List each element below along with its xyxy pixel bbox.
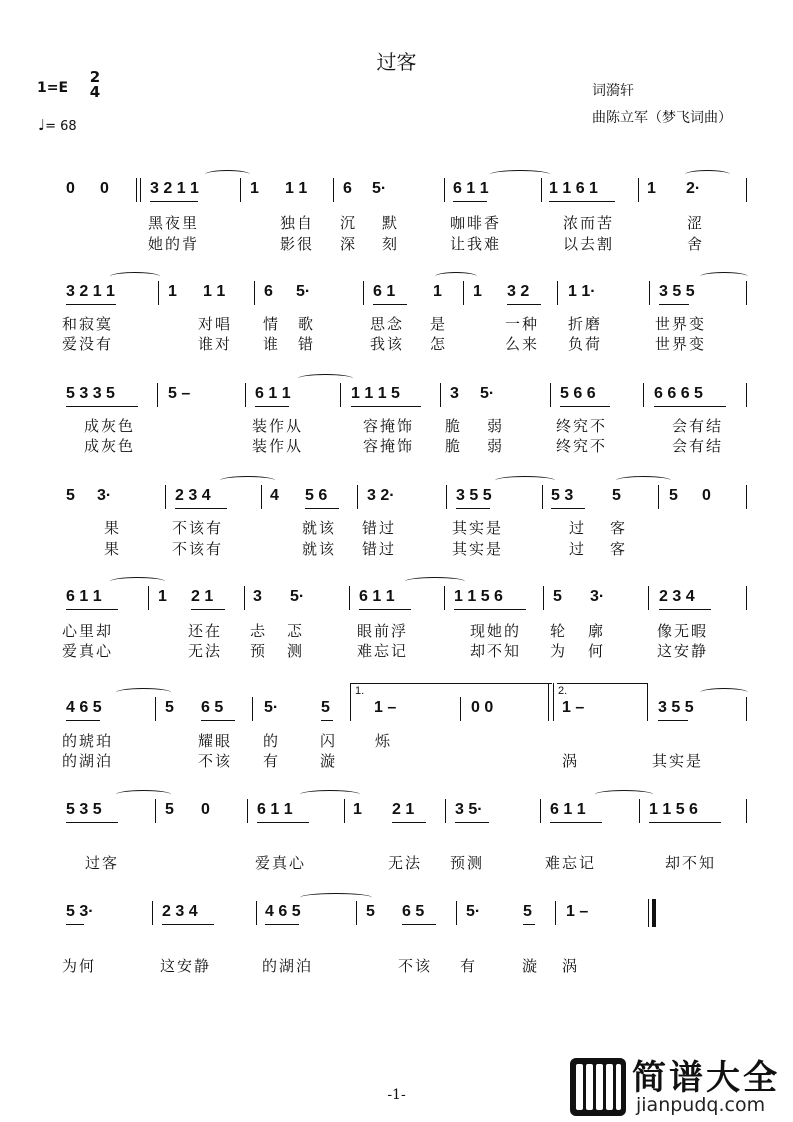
notation-row: 3 2 1 1 1 1 1 6 5· 6 1 1 1 3 2 1 1· 3 5 5 [66, 283, 695, 300]
notation-row: 5 3· 2 3 4 4 5 6 3 2· 3 5 5 5 3 5 5 0 [66, 487, 711, 504]
notation-row: 0 0 3 2 1 1 1 1 1 6 5· 6 1 1 1 1 6 1 1 2· [66, 180, 701, 197]
lyrics-verse-1: 心里却 还在 忐 忑 眼前浮 现她的 轮 廓 像无暇 [62, 622, 709, 640]
page-number: -1- [387, 1087, 406, 1103]
key-signature: 1=E [37, 80, 69, 96]
lyrics-verse-2: 她的背 影很 深 刻 让我难 以去割 舍 [148, 235, 705, 253]
lyrics-verse-2: 爱真心 无法 预 测 难忘记 却不知 为 何 这安静 [62, 642, 709, 660]
lyrics-verse-2: 果 不该有 就该 错过 其实是 过 客 [104, 540, 628, 558]
quarter-note-icon: ♩ [38, 116, 46, 134]
notation-row: 4 6 5 5 6 5 5· 5 1. 1 – 0 0 2. 1 – 3 5 5 [66, 685, 694, 716]
lyricist-credit: 词漪轩 [592, 83, 634, 99]
piano-keys-icon [570, 1058, 626, 1116]
lyrics-verse-1: 的琥珀 耀眼 的 闪 烁 [62, 732, 393, 750]
lyrics-verse-1: 和寂寞 对唱 情 歌 思念 是 一种 折磨 世界变 [62, 315, 707, 333]
lyrics-verse-1: 为何 这安静 的湖泊 不该 有 漩 涡 [62, 957, 580, 975]
watermark-name: 简谱大全 [632, 1058, 780, 1098]
song-title: 过客 [376, 50, 417, 74]
notation-row: 5 3· 2 3 4 4 6 5 5 6 5 5· 5 1 – [66, 903, 589, 920]
notation-row: 5 3 3 5 5 – 6 1 1 1 1 1 5 3 5· 5 6 6 6 6 6 5 [66, 385, 703, 402]
lyrics-verse-2: 成灰色 装作从 容掩饰 脆 弱 终究不 会有结 [84, 437, 724, 455]
lyrics-verse-1: 成灰色 装作从 容掩饰 脆 弱 终究不 会有结 [84, 417, 724, 435]
lyrics-verse-1: 黑夜里 独自 沉 默 咖啡香 浓而苦 涩 [148, 214, 705, 232]
tempo-mark: ♩= 68 [38, 116, 77, 134]
watermark-url: jianpudq.com [636, 1094, 766, 1116]
lyrics-verse-2: 的湖泊 不该 有 漩 涡 其实是 [62, 752, 704, 770]
composer-credit: 曲陈立军（梦飞词曲） [592, 110, 732, 126]
time-signature: 2 4 [89, 68, 101, 101]
notation-row: 5 3 5 5 0 6 1 1 1 2 1 3 5· 6 1 1 1 1 5 6 [66, 801, 698, 818]
lyrics-verse-2: 爱没有 谁对 谁 错 我该 怎 么来 负荷 世界变 [62, 335, 707, 353]
lyrics-verse-1: 果 不该有 就该 错过 其实是 过 客 [104, 519, 628, 537]
notation-row: 6 1 1 1 2 1 3 5· 6 1 1 1 1 5 6 5 3· 2 3 4 [66, 588, 695, 605]
lyrics-verse-1: 过客 爱真心 无法 预测 难忘记 却不知 [85, 854, 717, 872]
